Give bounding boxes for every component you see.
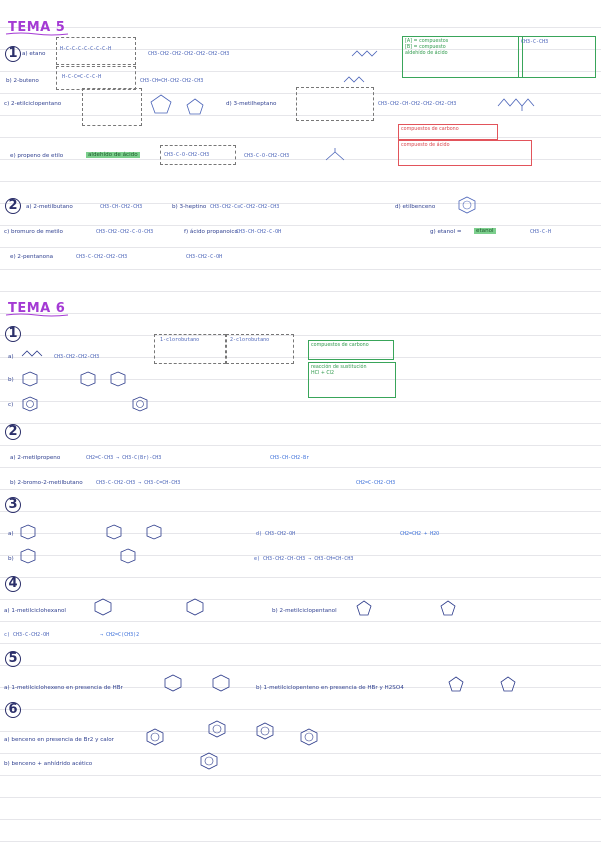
cyclopentane-ring — [150, 94, 172, 114]
t6-q2-b-formula: CH3-C-CH2-CH3 → CH3-C=CH-CH3 — [96, 480, 181, 486]
q2-e-label: e) 2-pentanona — [10, 254, 54, 260]
q2-a-formula: CH3-CH-CH2-CH3 — [100, 204, 143, 210]
cyclohexane-t6-3 — [110, 371, 126, 387]
t6-q5-b: b) 1-metilciclopenteno en presencia de HBr y H2SO4 — [256, 685, 404, 691]
ring-t6-q5-2 — [212, 674, 230, 692]
t6-q1-a-formula: CH3-CH2-CH2-CH3 — [54, 354, 100, 360]
q1-d-label: d) 3-metilheptano — [226, 101, 277, 107]
q2-a-label: a) 2-metilbutano — [26, 204, 73, 210]
green-note-box-2: CH3-C-CH3 — [518, 36, 596, 78]
q1-b-label: b) 2-buteno — [6, 78, 39, 84]
title-underline — [6, 32, 68, 36]
t6-green-1: compuestos de carbono — [308, 340, 394, 360]
t6-q5-a: a) 1-metilciclohexeno en presencia de HBr — [4, 685, 123, 691]
q1-d-formula: CH3-CH2-CH-CH2-CH2-CH2-CH3 — [378, 101, 457, 107]
t6-green-2-text: reacción de sustitución — [311, 365, 367, 370]
q2-b-label: b) 3-heptino — [172, 204, 207, 210]
t6-q6-a: a) benceno en presencia de Br2 y calor — [4, 737, 114, 743]
ring-t6-q5-4 — [500, 676, 516, 692]
cyclohexane-t6-2 — [80, 371, 96, 387]
benzene-t6-q6-3 — [256, 722, 274, 740]
tema6-title: TEMA 6 — [8, 301, 66, 316]
t6-box-2-text: 2-clorobutano — [230, 337, 270, 343]
t6-green-3-text: HCl + Cl2 — [311, 371, 335, 376]
q2-g-label: g) etanol = — [430, 229, 462, 235]
t6-q4-a: a) 1-metilciclohexanol — [4, 608, 66, 614]
t6-q2-b-label: b) 2-bromo-2-metilbutano — [10, 480, 83, 486]
q1-a-label: a) etano — [22, 51, 46, 57]
structure-box-c — [82, 88, 142, 126]
tema5-title: TEMA 5 — [8, 20, 66, 35]
tema5-q2-number: 2 — [5, 198, 21, 214]
q1-e-formula: CH3-C-O-CH2-CH3 — [164, 152, 210, 158]
t6-q3-a: a) — [8, 531, 14, 537]
ring-t6-q3-3 — [146, 524, 162, 540]
structure-box-d — [296, 87, 374, 121]
q1-a-formula: CH3-CH2-CH2-CH2-CH2-CH2-CH3 — [148, 51, 230, 57]
q1-b-label-t6: b) — [8, 377, 14, 383]
t6-q3-b: b) — [8, 556, 14, 562]
q1-a-label-t6: a) — [8, 354, 14, 360]
benzene-t6-2 — [132, 396, 148, 412]
q1-e-formula-2: CH3-C-O-CH2-CH3 — [244, 153, 290, 159]
tema6-q2-number: 2 — [5, 424, 21, 440]
t6-q2-a-label: a) 2-metilpropeno — [10, 455, 61, 461]
green-note-1: [A] = compuestos — [405, 39, 449, 44]
q2-f-label: f) ácido propanoico — [184, 229, 238, 235]
benzene-t6-q6-4 — [300, 728, 318, 746]
zigzag-structure-b — [344, 76, 368, 84]
t6-q4-b: b) 2-metilciclopentanol — [272, 608, 337, 614]
ring-t6-q5-3 — [448, 676, 464, 692]
benzene-t6-q6-5 — [200, 752, 218, 770]
ring-t6-q3-b2 — [120, 548, 136, 564]
t6-q3-d: d) CH3-CH2-OH — [256, 531, 296, 537]
green-note-2: [B] = compuesto — [405, 45, 446, 50]
q1-b-expanded: H-C-C=C-C-C-H — [62, 74, 102, 80]
benzene-t6-q6 — [146, 728, 164, 746]
benzene-t6 — [22, 396, 38, 412]
t6-box-1-text: 1-clorobutano — [160, 337, 200, 343]
t6-q2-b-product: CH2=C-CH2-CH3 — [356, 480, 396, 486]
q2-e-formula: CH3-C-CH2-CH2-CH3 — [76, 254, 128, 260]
zigzag-structure-d — [498, 96, 538, 112]
q1-e-highlight: aldehído de ácido — [88, 152, 138, 158]
benzene-ring — [458, 196, 476, 214]
q2-f-formula: CH3-CH-CH2-C-OH — [236, 229, 282, 235]
t6-q4-c-product: → CH2=C(CH3)2 — [100, 632, 140, 638]
zigzag-structure — [352, 50, 380, 58]
tema6-q1-number: 1 — [5, 326, 21, 342]
ring-t6-q5 — [164, 674, 182, 692]
t6-q3-d-product: CH2=CH2 + H2O — [400, 531, 440, 537]
branched-structure — [326, 148, 344, 162]
ring-t6-q3-2 — [106, 524, 122, 540]
t6-q4-c: c) CH3-C-CH2-OH — [4, 632, 50, 638]
ring-t6-q3 — [20, 524, 36, 540]
red-note-box-2: compuesto de ácido — [398, 140, 532, 166]
q1-e-label: e) propeno de etilo — [10, 153, 64, 159]
ring-t6-q4-3 — [356, 600, 372, 616]
green-note-box — [402, 36, 523, 78]
q2-c-formula: CH3-CH2-CH2-C-O-CH3 — [96, 229, 154, 235]
ring-t6-q4 — [94, 598, 112, 616]
red-note-box-1: compuestos de carbono — [398, 124, 498, 140]
title-underline-2 — [6, 313, 68, 317]
ring-t6-q4-2 — [186, 598, 204, 616]
q1-a-expanded: H-C-C-C-C-C-C-C-H — [60, 46, 112, 52]
ring-t6-q4-4 — [440, 600, 456, 616]
q2-g-formula: CH3-C-H — [530, 229, 552, 235]
green-note-3: aldehído de ácido — [405, 51, 448, 56]
q1-b-formula: CH3-CH=CH-CH2-CH2-CH3 — [140, 78, 204, 84]
t6-q3-e: e) CH3-CH2-CH-CH3 → CH3-CH=CH-CH3 — [254, 556, 354, 562]
q1-c-label-t6: c) — [8, 402, 14, 408]
t6-green-2 — [308, 362, 396, 398]
ring-t6-q3-b — [20, 548, 36, 564]
tema5-q1-number: 1 — [5, 46, 21, 62]
q2-d-label: d) etilbenceno — [395, 204, 436, 210]
q2-c-label: c) bromuro de metilo — [4, 229, 63, 235]
q2-h-formula: CH3-CH2-C-OH — [186, 254, 223, 260]
q2-b-formula: CH3-CH2-C≡C-CH2-CH2-CH3 — [210, 204, 280, 210]
zigzag-t6 — [22, 350, 42, 358]
q2-g-highlight: etanol — [476, 228, 494, 234]
cyclohexane-t6 — [22, 371, 38, 387]
q1-c-label: c) 2-etilciclopentano — [4, 101, 62, 107]
tema6-q6-number: 6 — [5, 702, 21, 718]
cyclopentane-ring-2 — [186, 98, 204, 116]
benzene-t6-q6-2 — [208, 720, 226, 738]
tema6-q3-number: 3 — [5, 497, 21, 513]
t6-q6-b: b) benceno + anhídrido acético — [4, 761, 93, 767]
t6-q2-a-product: CH3-CH-CH2-Br — [270, 455, 310, 461]
tema6-q5-number: 5 — [5, 651, 21, 667]
tema6-q4-number: 4 — [5, 576, 21, 592]
t6-q2-a-formula: CH2=C-CH3 → CH3-C(Br)-CH3 — [86, 455, 162, 461]
